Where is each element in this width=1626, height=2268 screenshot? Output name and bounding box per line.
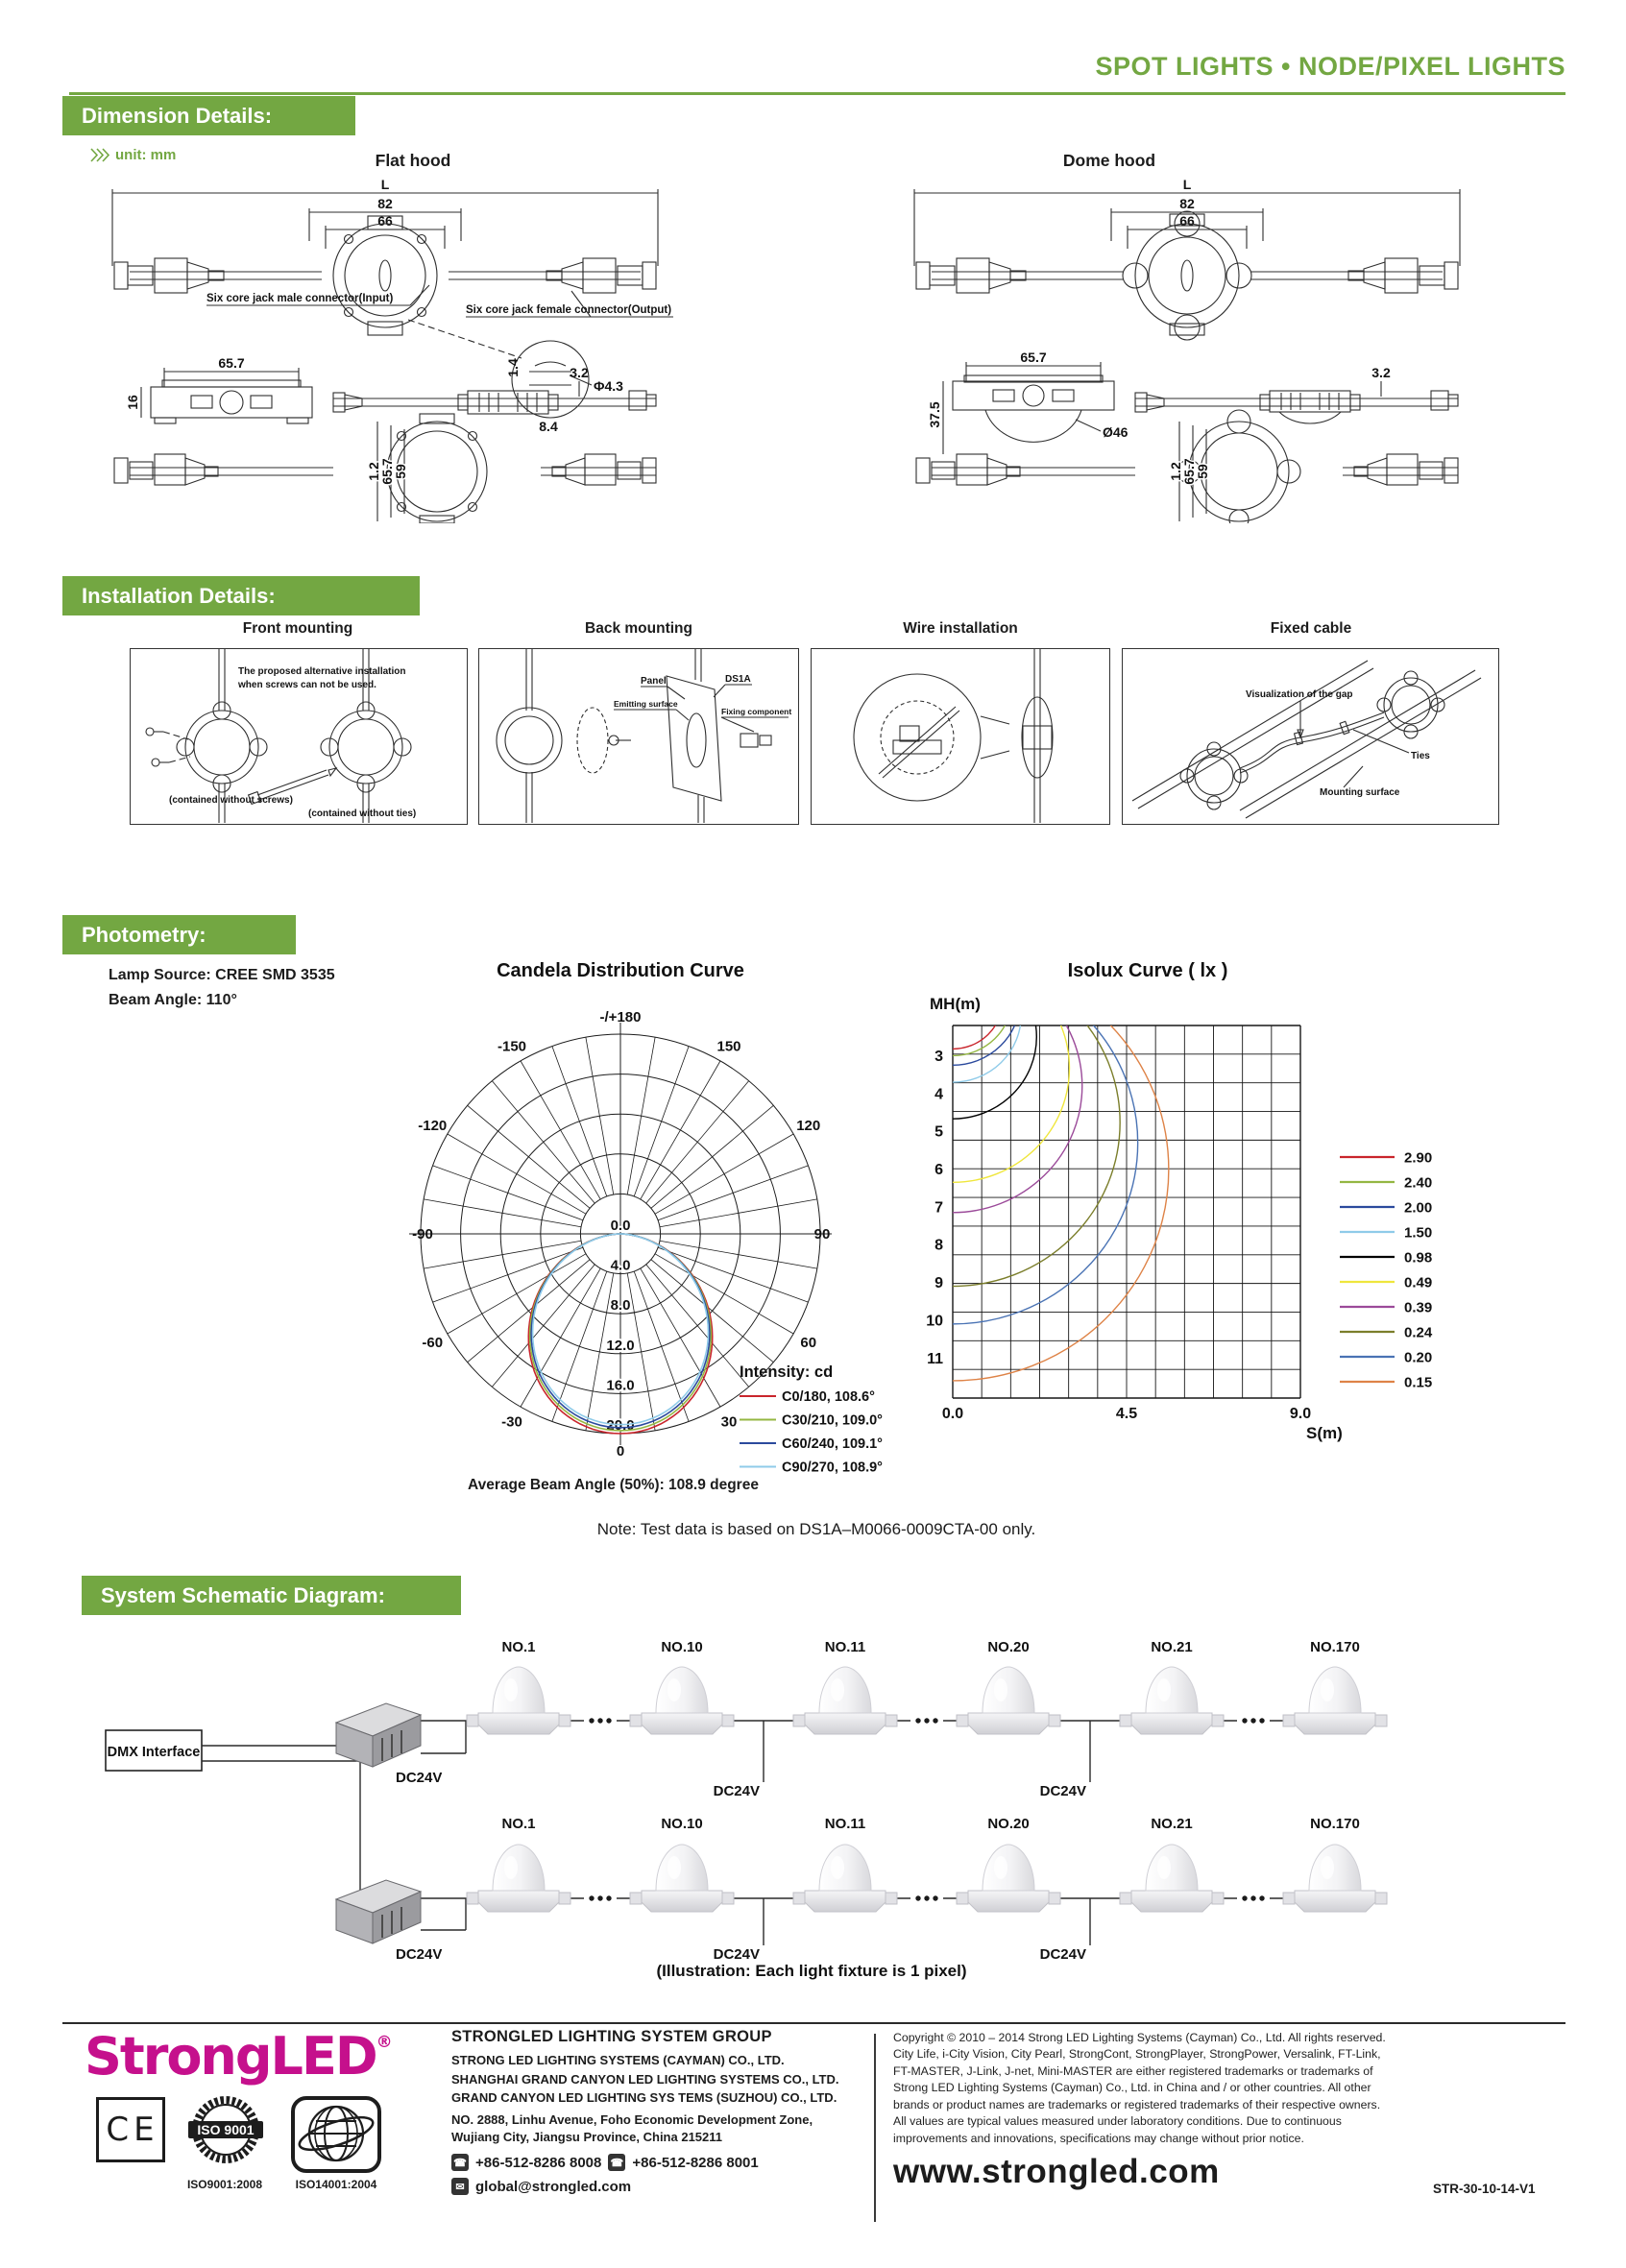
isolux-title: Isolux Curve ( lx )	[1067, 960, 1228, 981]
lamp-label: NO.10	[661, 1639, 703, 1655]
fax-number: +86-512-8286 8001	[632, 2154, 759, 2171]
ellipsis-dot	[924, 1718, 929, 1723]
company-line: SHANGHAI GRAND CANYON LED LIGHTING SYSTEMS CO., LTD.	[451, 2071, 839, 2087]
phone-icon: ☎	[451, 2154, 469, 2171]
isolux-y-axis-label: MH(m)	[930, 995, 981, 1013]
flat-hood-label: Flat hood	[375, 151, 451, 170]
install-title-fixed: Fixed cable	[1270, 620, 1352, 637]
connector-input-label: Six core jack male connector(Input)	[206, 293, 394, 304]
ellipsis-dot	[933, 1718, 937, 1723]
lamp-source: Lamp Source: CREE SMD 3535	[109, 967, 335, 983]
lamp-label: NO.170	[1310, 1816, 1360, 1832]
lamp-label: NO.20	[987, 1639, 1030, 1655]
lamp-label: NO.21	[1151, 1816, 1193, 1832]
power-supply	[336, 1703, 421, 1767]
dc24v-label: DC24V	[1039, 1783, 1086, 1799]
dim-label: 65.7	[1020, 350, 1047, 365]
isolux-legend-value: 1.50	[1404, 1224, 1433, 1242]
install-label: Visualization of the gap	[1246, 689, 1353, 700]
isolux-legend-value: 0.24	[1404, 1324, 1433, 1341]
ellipsis-dot	[597, 1718, 602, 1723]
candela-angle-tick: -/+180	[599, 1009, 642, 1025]
chart-element	[655, 1134, 793, 1214]
chart-element	[655, 1254, 793, 1334]
dim-label: 65.7	[218, 355, 245, 371]
website: www.strongled.com	[893, 2153, 1220, 2191]
copyright-line: City Life, i-City Vision, City Pearl, StrongCont, StrongPlayer, StrongPower, Versalink, FT-Link,	[893, 2047, 1381, 2062]
email-icon: ✉	[451, 2178, 469, 2195]
candela-angle-tick: 0	[616, 1443, 625, 1460]
globe-badge-icon	[290, 2095, 382, 2174]
chart-element	[521, 1061, 600, 1199]
ce-mark-icon: CE	[96, 2097, 165, 2162]
ellipsis-dot	[1242, 1718, 1247, 1723]
isolux-y-tick: 5	[934, 1123, 943, 1141]
ellipsis-dot	[933, 1895, 937, 1900]
pixel-light	[957, 1667, 1060, 1734]
candela-legend-entry: C60/240, 109.1°	[782, 1436, 883, 1452]
legal-block	[893, 2030, 1570, 2191]
ellipsis-dot	[589, 1718, 594, 1723]
company-line: STRONG LED LIGHTING SYSTEMS (CAYMAN) CO., LTD.	[451, 2053, 785, 2067]
pixel-light	[1120, 1845, 1224, 1912]
chart-element	[552, 1047, 607, 1196]
isolux-contour	[903, 953, 1021, 1082]
isolux-legend-value: 0.20	[1404, 1349, 1433, 1366]
chart-element	[658, 1247, 808, 1302]
lamp-label: NO.170	[1310, 1639, 1360, 1655]
dome-hood-label: Dome hood	[1062, 151, 1156, 170]
phone-number: +86-512-8286 8008	[475, 2154, 602, 2171]
candela-radial-tick: 8.0	[610, 1297, 631, 1315]
lamp-label: NO.1	[501, 1816, 536, 1832]
candela-angle-tick: 120	[796, 1118, 821, 1134]
pixel-light	[1283, 1845, 1387, 1912]
lamp-label: NO.20	[987, 1816, 1030, 1832]
footer-divider	[874, 2034, 876, 2222]
candela-legend-entry: C0/180, 108.6°	[782, 1389, 875, 1405]
isolux-legend-value: 2.40	[1404, 1174, 1433, 1192]
candela-legend-entry: C30/210, 109.0°	[782, 1412, 883, 1429]
section-banner-schematic: System Schematic Diagram:	[82, 1576, 461, 1615]
chart-element	[468, 1105, 590, 1208]
copyright-line: improvements and innovations, specifications may change without prior notice.	[893, 2131, 1304, 2145]
isolux-x-axis-label: S(m)	[1306, 1424, 1343, 1442]
dmx-interface-label: DMX Interface	[107, 1745, 201, 1760]
dim-label: 66	[377, 213, 393, 229]
company-line: GRAND CANYON LED LIGHTING SYS TEMS (SUZHOU) CO., LTD.	[451, 2090, 837, 2105]
isolux-y-tick: 6	[934, 1162, 943, 1179]
pixel-light	[630, 1667, 734, 1734]
ellipsis-dot	[1242, 1895, 1247, 1900]
install-note: The proposed alternative installation	[238, 666, 406, 677]
candela-radial-tick: 12.0	[606, 1337, 635, 1354]
chart-element	[651, 1105, 773, 1208]
candela-distribution-chart	[401, 953, 939, 1506]
address-line: NO. 2888, Linhu Avenue, Foho Economic Development Zone,	[451, 2111, 813, 2127]
install-label: Panel	[641, 676, 667, 687]
fax-icon: ☎	[608, 2154, 625, 2171]
dim-label: L	[380, 178, 390, 192]
isolux-y-tick: 7	[934, 1199, 943, 1217]
dim-label: 82	[377, 196, 393, 211]
candela-title: Candela Distribution Curve	[497, 960, 744, 981]
isolux-legend-value: 0.49	[1404, 1274, 1433, 1291]
isolux-legend-value: 2.00	[1404, 1199, 1433, 1217]
isolux-legend-value: 0.15	[1404, 1374, 1433, 1391]
ellipsis-dot	[924, 1895, 929, 1900]
isolux-x-tick: 4.5	[1115, 1406, 1138, 1422]
candela-angle-tick: -60	[422, 1335, 444, 1351]
pixel-light	[630, 1845, 734, 1912]
candela-legend-entry: C90/270, 108.9°	[782, 1460, 883, 1476]
ellipsis-dot	[589, 1895, 594, 1900]
dim-label: 16	[125, 395, 140, 410]
candela-angle-tick: 30	[720, 1413, 738, 1431]
isolux-y-tick: 8	[934, 1237, 943, 1254]
dim-label: Φ4.3	[594, 378, 623, 394]
isolux-y-tick: 4	[934, 1086, 943, 1103]
registered-mark: ®	[376, 2033, 393, 2052]
install-label: Ties	[1411, 751, 1430, 761]
copyright-line: Copyright © 2010 – 2014 Strong LED Lighting Systems (Cayman) Co., Ltd. All rights reserved.	[893, 2031, 1386, 2044]
candela-radial-tick: 16.0	[606, 1377, 635, 1394]
chart-element	[646, 1081, 749, 1203]
address-line: Wujiang City, Jiangsu Province, China 215211	[451, 2130, 723, 2145]
section-banner-installation: Installation Details:	[62, 576, 420, 615]
isolux-x-tick: 0.0	[941, 1406, 964, 1422]
power-supply	[336, 1880, 421, 1943]
unit-label: unit: mm	[115, 147, 177, 163]
chart-element	[660, 1199, 817, 1227]
copyright-line: brands or product names are trademarks or registered trademarks of their respective owners.	[893, 2097, 1381, 2111]
dc24v-label: DC24V	[396, 1770, 443, 1786]
isolux-legend-value: 0.39	[1404, 1299, 1433, 1316]
install-caption: (contained without screws)	[169, 795, 293, 806]
isolux-contour	[903, 962, 1138, 1324]
install-label: DS1A	[725, 674, 751, 685]
candela-radial-tick: 20.0	[606, 1417, 635, 1434]
copyright-line: Strong LED Lighting Systems (Cayman) Co., Ltd. in China and / or other countries. All other	[893, 2081, 1371, 2095]
section-banner-photometry: Photometry:	[62, 915, 296, 954]
dim-label: 3.2	[1371, 365, 1391, 380]
candela-radial-tick: 0.0	[610, 1218, 631, 1234]
copyright-line: FT-MASTER, J-Link, J-net, Mini-MASTER are either registered trademarks or trademarks of	[893, 2063, 1373, 2078]
install-panel-front	[130, 648, 468, 825]
ellipsis-dot	[1259, 1895, 1264, 1900]
chart-element	[492, 1081, 595, 1203]
lamp-label: NO.1	[501, 1639, 536, 1655]
lamp-label: NO.11	[824, 1639, 866, 1655]
chart-element	[641, 1061, 720, 1199]
chart-element	[448, 1254, 586, 1334]
install-label: Fixing component	[721, 707, 792, 716]
install-title-back: Back mounting	[585, 620, 692, 637]
dim-label: 37.5	[927, 401, 942, 428]
ellipsis-dot	[915, 1718, 920, 1723]
pixel-light	[467, 1845, 570, 1912]
isolux-chart	[903, 953, 1498, 1506]
pixel-light	[957, 1845, 1060, 1912]
copyright-line: All values are typical values measured under laboratory conditions. Due to continuous	[893, 2114, 1342, 2129]
footer-rule	[62, 2022, 1565, 2024]
iso-badge-text: ISO 9001	[197, 2122, 255, 2137]
dim-label: L	[1182, 178, 1192, 192]
candela-angle-tick: -30	[501, 1413, 522, 1431]
lamp-label: NO.11	[824, 1816, 866, 1832]
pixel-light	[1283, 1667, 1387, 1734]
dim-label: 8.4	[539, 419, 558, 434]
install-panel-back	[478, 648, 799, 825]
chart-element	[634, 1047, 689, 1196]
ellipsis-dot	[606, 1718, 611, 1723]
ellipsis-dot	[1250, 1895, 1255, 1900]
isolux-y-tick: 11	[927, 1350, 943, 1367]
install-note: when screws can not be used.	[238, 680, 376, 690]
candela-angle-tick: 90	[813, 1226, 831, 1243]
beam-angle: Beam Angle: 110°	[109, 991, 237, 1008]
isolux-legend-value: 2.90	[1404, 1149, 1433, 1167]
unit-note	[90, 147, 176, 163]
average-beam-angle: Average Beam Angle (50%): 108.9 degree	[468, 1477, 759, 1493]
test-data-note: Note: Test data is based on DS1A–M0066-0009CTA-00 only.	[596, 1520, 1036, 1538]
cert-label-iso9001: ISO9001:2008	[186, 2178, 263, 2191]
pixel-light	[793, 1845, 897, 1912]
dim-label: Ø46	[1103, 424, 1128, 440]
candela-angle-tick: -150	[497, 1038, 527, 1055]
dim-label: 1.4	[505, 358, 521, 377]
candela-angle-tick: 150	[716, 1038, 741, 1055]
isolux-y-tick: 9	[934, 1275, 943, 1292]
chart-element	[658, 1166, 808, 1220]
schematic-caption: (Illustration: Each light fixture is 1 pixel)	[656, 1962, 967, 1980]
flat-hood-drawing	[91, 178, 682, 523]
dim-label: 3.2	[570, 365, 589, 380]
ellipsis-dot	[606, 1895, 611, 1900]
chart-element	[424, 1199, 581, 1227]
isolux-legend-value: 0.98	[1404, 1249, 1433, 1267]
candela-legend-title: Intensity: cd	[740, 1363, 834, 1381]
candela-angle-tick: -120	[418, 1118, 448, 1134]
chart-element	[586, 1037, 614, 1194]
dome-hood-drawing	[893, 178, 1484, 523]
cert-label-iso14001: ISO14001:2004	[295, 2178, 377, 2191]
dim-label: 66	[1179, 213, 1195, 229]
group-title: STRONGLED LIGHTING SYSTEM GROUP	[451, 2028, 772, 2045]
isolux-x-tick: 9.0	[1289, 1406, 1312, 1422]
email-address: global@strongled.com	[475, 2178, 632, 2195]
candela-radial-tick: 4.0	[610, 1257, 631, 1274]
install-panel-fixed	[1122, 648, 1499, 825]
system-schematic	[62, 1623, 1561, 1988]
dim-label: 82	[1179, 196, 1195, 211]
chart-element	[433, 1166, 583, 1220]
install-label: Emitting surface	[614, 699, 678, 709]
install-panel-wire	[811, 648, 1110, 825]
strongled-logo: StrongLED®	[85, 2026, 393, 2087]
ellipsis-dot	[915, 1895, 920, 1900]
candela-angle-tick: 60	[800, 1335, 817, 1351]
lamp-label: NO.21	[1151, 1639, 1193, 1655]
install-title-wire: Wire installation	[903, 620, 1018, 637]
ellipsis-dot	[597, 1895, 602, 1900]
connector-output-label: Six core jack female connector(Output)	[466, 304, 672, 316]
lamp-label: NO.10	[661, 1816, 703, 1832]
install-label: Mounting surface	[1320, 787, 1400, 798]
dc24v-label: DC24V	[396, 1946, 443, 1963]
chart-element	[448, 1134, 586, 1214]
iso9001-badge-icon	[186, 2091, 265, 2174]
dim-label: 1.2	[1168, 462, 1183, 481]
candela-angle-tick: -90	[412, 1226, 433, 1243]
dc24v-label: DC24V	[713, 1783, 760, 1799]
pixel-light	[467, 1667, 570, 1734]
isolux-y-tick: 3	[934, 1048, 943, 1065]
lamp-source-block	[109, 963, 335, 1012]
dim-label: 65.7	[379, 458, 395, 485]
doc-code: STR-30-10-14-V1	[1433, 2182, 1536, 2196]
install-caption: (contained without ties)	[308, 808, 417, 819]
section-banner-dimension: Dimension Details:	[62, 96, 355, 135]
header-rule	[69, 92, 1565, 95]
dc24v-label: DC24V	[713, 1946, 760, 1963]
dim-label: 59	[1195, 464, 1210, 479]
ellipsis-dot	[1250, 1718, 1255, 1723]
page-title: SPOT LIGHTS • NODE/PIXEL LIGHTS	[1095, 52, 1565, 81]
company-info	[451, 2028, 872, 2195]
isolux-contour	[903, 954, 1036, 1119]
dim-label: 59	[393, 464, 408, 479]
isolux-contour	[903, 954, 1069, 1183]
install-title-front: Front mounting	[242, 620, 353, 637]
chart-element	[433, 1247, 583, 1302]
pixel-light	[1120, 1667, 1224, 1734]
chart-element	[627, 1037, 655, 1194]
unit-chevrons-icon	[90, 148, 111, 162]
ellipsis-dot	[1259, 1718, 1264, 1723]
dim-label: 1.2	[366, 462, 381, 481]
dim-label: 65.7	[1181, 458, 1197, 485]
dc24v-label: DC24V	[1039, 1946, 1086, 1963]
pixel-light	[793, 1667, 897, 1734]
isolux-y-tick: 10	[926, 1313, 943, 1330]
